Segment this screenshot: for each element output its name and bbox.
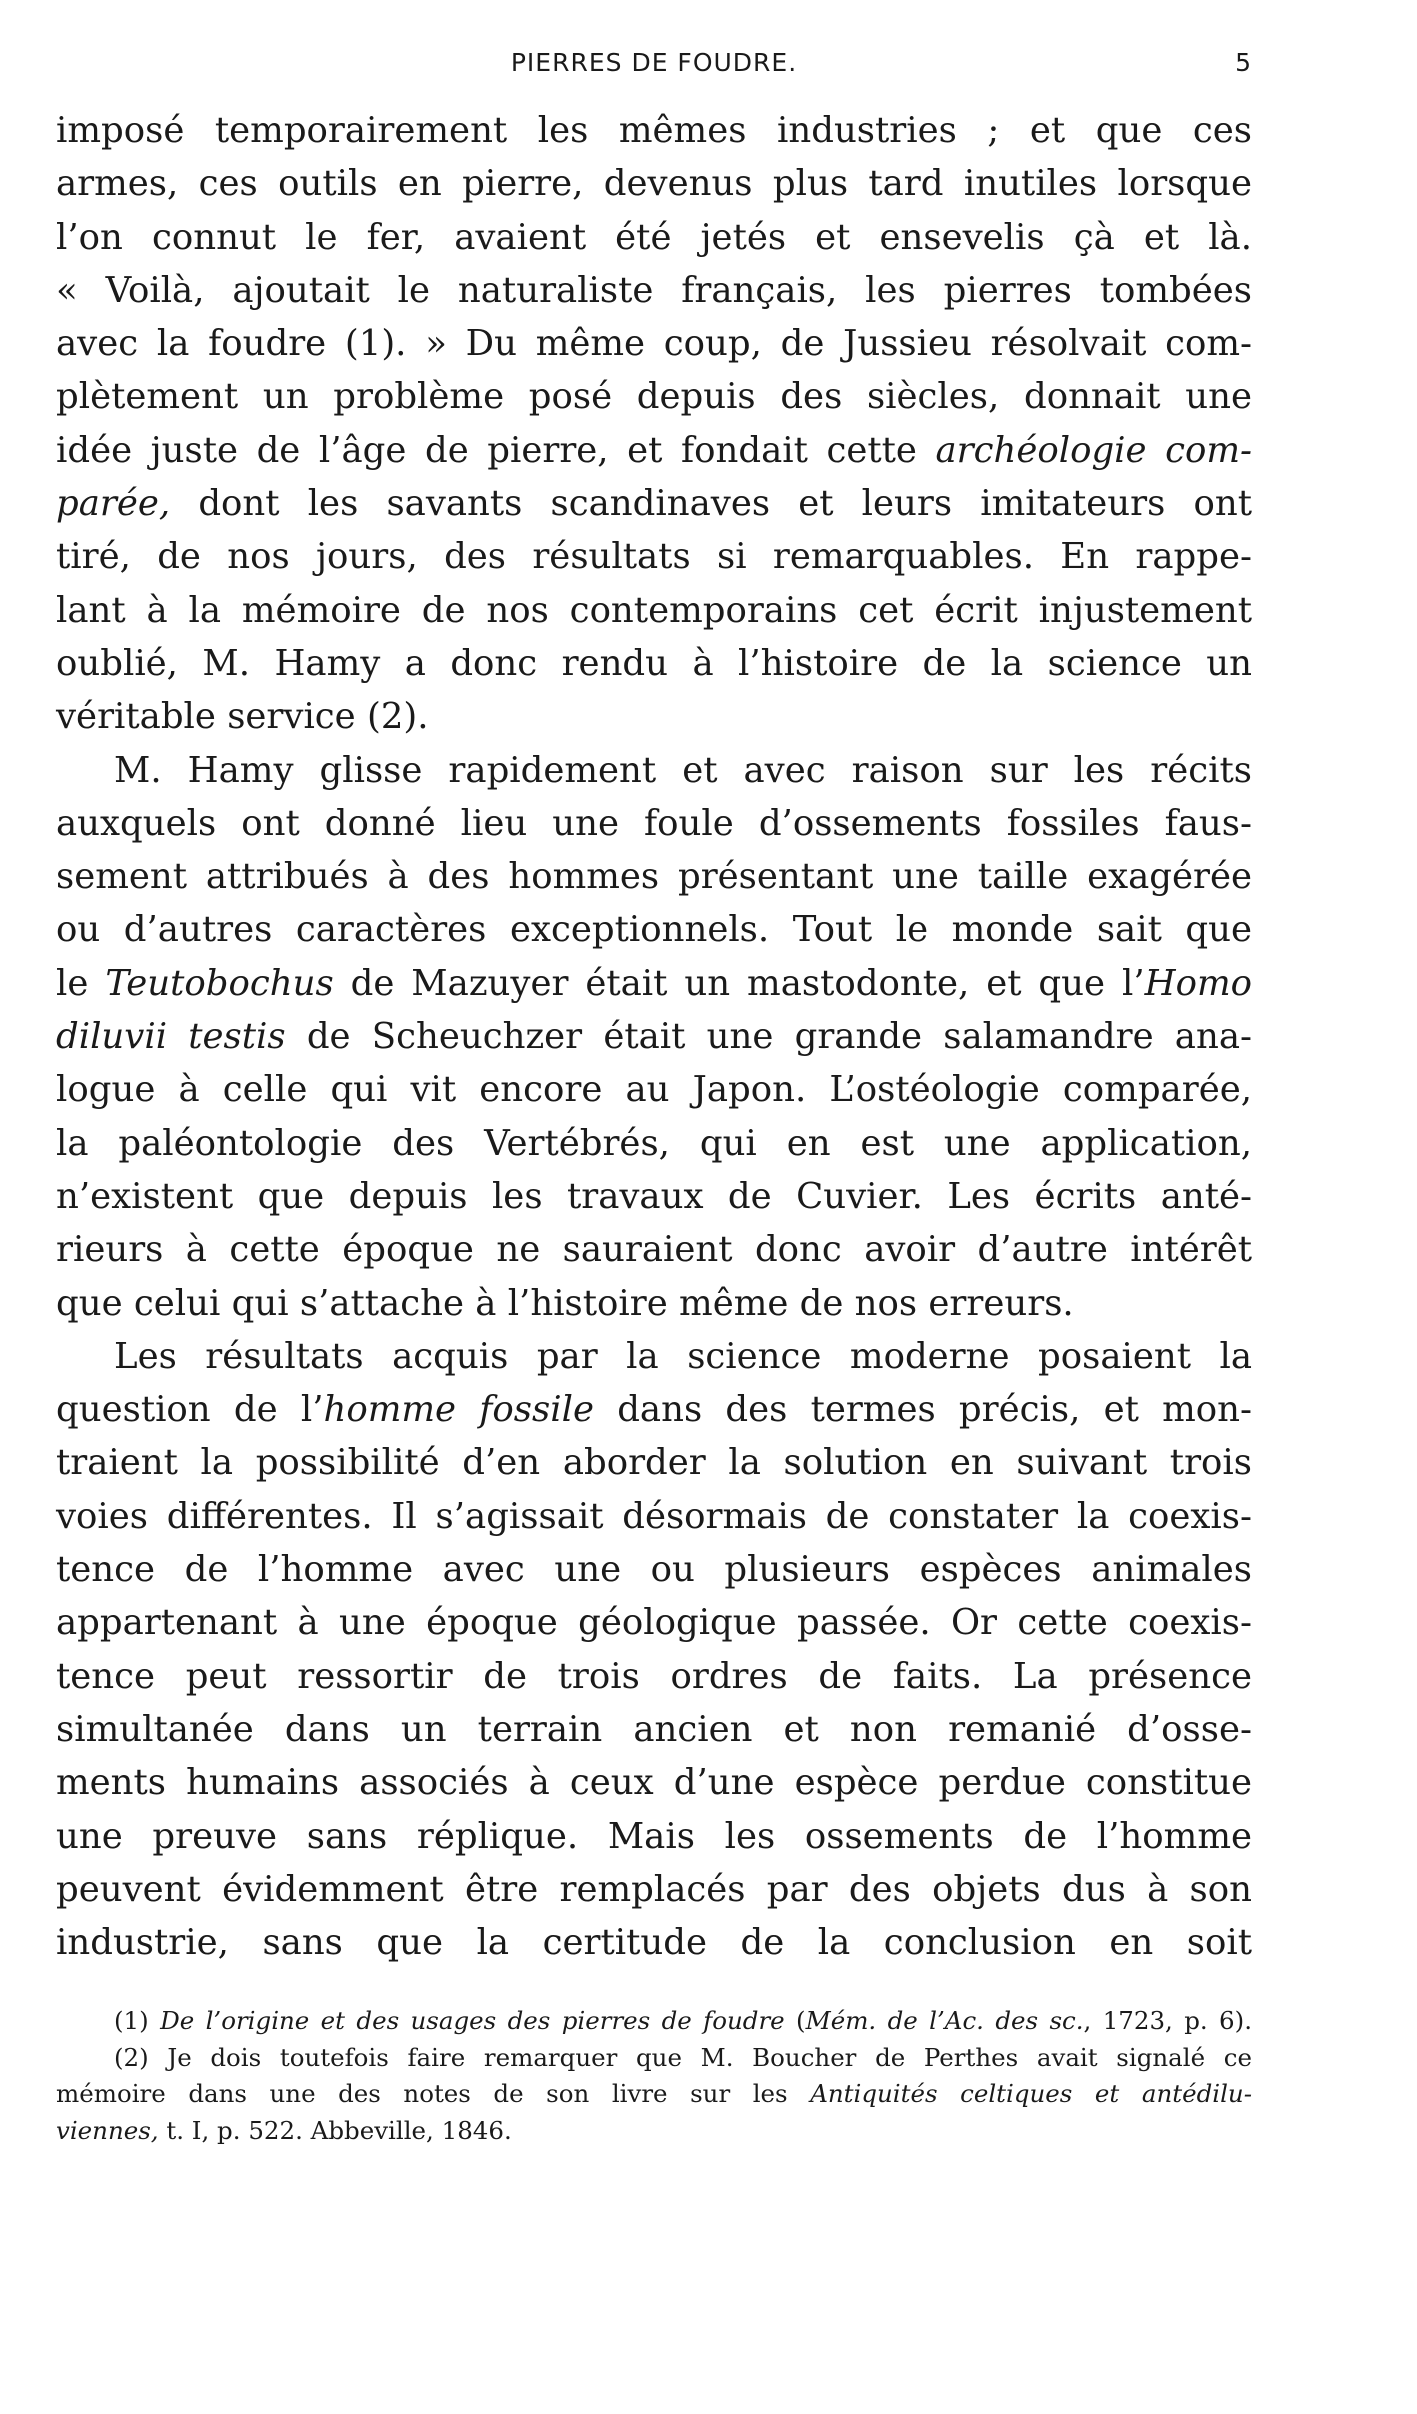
footnotes <box>56 2003 1252 2149</box>
text-line: n’existent que depuis les travaux de Cuvier. Les écrits anté- <box>56 1175 1252 1217</box>
text-line: diluvii testis de Scheuchzer était une grande salamandre ana- <box>56 1016 1252 1058</box>
text-line: rieurs à cette époque ne sauraient donc avoir d’autre intérêt <box>56 1229 1252 1271</box>
text-line: sement attribués à des hommes présentant une taille exagérée <box>56 856 1252 898</box>
text-line: la paléontologie des Vertébrés, qui en est une application, <box>56 1122 1252 1164</box>
text-line: oublié, M. Hamy a donc rendu à l’histoire de la science un <box>56 642 1252 684</box>
text-line: que celui qui s’attache à l’histoire même de nos erreurs. <box>56 1282 1074 1324</box>
text-line: simultanée dans un terrain ancien et non remanié d’osse- <box>56 1708 1252 1750</box>
text-line: Les résultats acquis par la science moderne posaient la <box>114 1335 1252 1377</box>
text-line: tence peut ressortir de trois ordres de faits. La présence <box>56 1655 1252 1697</box>
text-line: imposé temporairement les mêmes industries ; et que ces <box>56 110 1252 151</box>
text-line: armes, ces outils en pierre, devenus plus tard inutiles lorsque <box>56 163 1252 205</box>
body-text <box>56 104 1252 1969</box>
text-line: voies différentes. Il s’agissait désormais de constater la coexis- <box>56 1495 1252 1537</box>
text-line: « Voilà, ajoutait le naturaliste français, les pierres tombées <box>56 269 1252 311</box>
text-line: M. Hamy glisse rapidement et avec raison sur les récits <box>114 749 1252 791</box>
running-title: PIERRES DE FOUDRE. <box>510 48 798 77</box>
footnote-1: (1) De l’origine et des usages des pierres de foudre (Mém. de l’Ac. des sc., 1723, p. 6). <box>114 2006 1252 2035</box>
text-line: auxquels ont donné lieu une foule d’ossements fossiles faus- <box>56 802 1252 844</box>
text-line: appartenant à une époque géologique passée. Or cette coexis- <box>56 1602 1252 1644</box>
page-number: 5 <box>1235 48 1252 77</box>
text-line: industrie, sans que la certitude de la conclusion en soit <box>56 1922 1252 1964</box>
text-line: avec la foudre (1). » Du même coup, de Jussieu résolvait com- <box>56 323 1252 365</box>
text-line: l’on connut le fer, avaient été jetés et ensevelis çà et là. <box>56 216 1252 258</box>
footnote-2-line-2: mémoire dans une des notes de son livre sur les Antiquités celtiques et antédilu- <box>56 2079 1252 2108</box>
text-line: idée juste de l’âge de pierre, et fondait cette archéologie com- <box>56 429 1253 471</box>
footnote-2-line-1: (2) Je dois toutefois faire remarquer que M. Boucher de Perthes avait signalé ce <box>114 2042 1252 2072</box>
text-line: ments humains associés à ceux d’une espèce perdue constitue <box>56 1762 1252 1804</box>
text-line: une preuve sans réplique. Mais les ossements de l’homme <box>56 1815 1252 1857</box>
text-line: tiré, de nos jours, des résultats si remarquables. En rappe- <box>56 536 1252 578</box>
text-line: le Teutobochus de Mazuyer était un mastodonte, et que l’Homo <box>56 962 1252 1004</box>
text-line: ou d’autres caractères exceptionnels. Tout le monde sait que <box>56 909 1252 951</box>
footnote-2-line-3: viennes, t. I, p. 522. Abbeville, 1846. <box>56 2115 512 2145</box>
text-line: tence de l’homme avec une ou plusieurs espèces animales <box>56 1549 1252 1591</box>
running-header <box>56 44 1252 84</box>
text-line: traient la possibilité d’en aborder la solution en suivant trois <box>56 1442 1252 1484</box>
text-line: plètement un problème posé depuis des siècles, donnait une <box>56 376 1252 418</box>
text-line: question de l’homme fossile dans des termes précis, et mon- <box>56 1389 1252 1431</box>
text-line: lant à la mémoire de nos contemporains cet écrit injustement <box>56 589 1252 631</box>
text-line: logue à celle qui vit encore au Japon. L’ostéologie comparée, <box>56 1069 1252 1111</box>
text-line: parée, dont les savants scandinaves et leurs imitateurs ont <box>56 483 1252 525</box>
text-line: peuvent évidemment être remplacés par des objets dus à son <box>56 1868 1252 1910</box>
text-line: véritable service (2). <box>56 696 429 738</box>
